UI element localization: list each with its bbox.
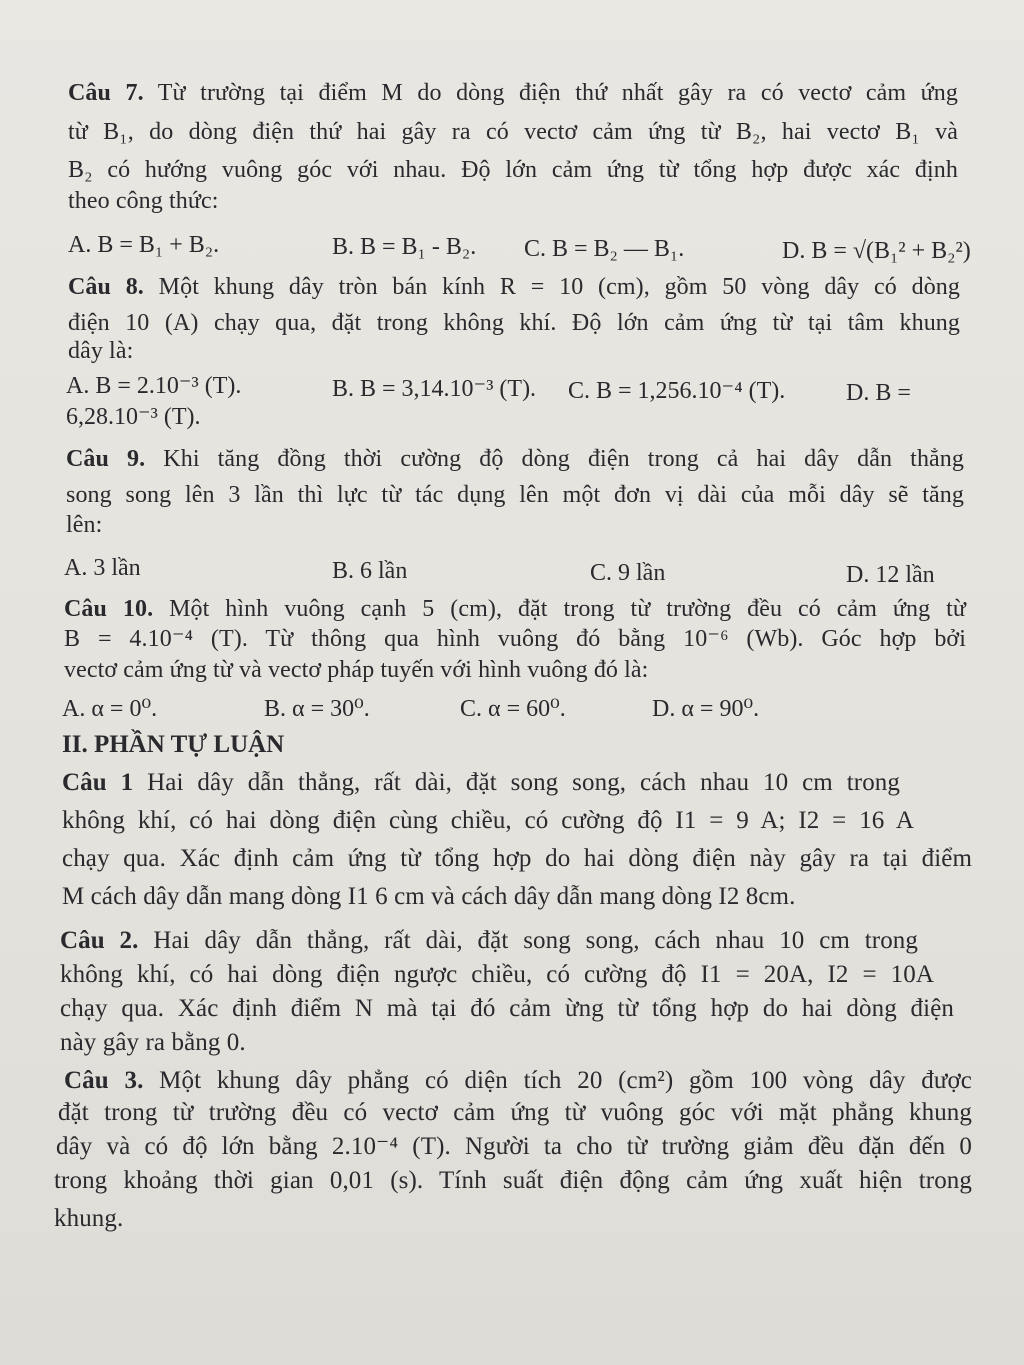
q8-option-b: B. B = 3,14.10⁻³ (T). xyxy=(332,376,537,402)
question-number: Câu 1 xyxy=(62,769,134,796)
question-number: Câu 3. xyxy=(64,1067,144,1094)
q8-line-3: dây là: xyxy=(68,338,134,364)
q9-line-2: song song lên 3 lần thì lực từ tác dụng lên một đơn vị dài của mỗi dây sẽ tăng xyxy=(66,482,964,508)
q9-option-d: D. 12 lần xyxy=(846,562,935,588)
e2-line-2: không khí, có hai dòng điện ngược chiều, có cường độ I1 = 20A, I2 = 10A xyxy=(60,961,934,988)
question-number: Câu 2. xyxy=(60,927,139,954)
q7-option-d: D. B = √(B₁² + B₂²) xyxy=(782,238,971,264)
e1-line-4: M cách dây dẫn mang dòng I1 6 cm và cách dây dẫn mang dòng I2 8cm. xyxy=(62,883,796,910)
q7-line-4: theo công thức: xyxy=(68,188,219,214)
q9-option-a: A. 3 lần xyxy=(64,555,141,581)
question-number: Câu 10. xyxy=(64,596,154,622)
e1-line-1: Câu 1 Hai dây dẫn thẳng, rất dài, đặt song song, cách nhau 10 cm trong xyxy=(62,769,900,796)
q8-line-1: Câu 8. Một khung dây tròn bán kính R = 10 (cm), gồm 50 vòng dây có dòng xyxy=(68,274,960,300)
e1-line-3: chạy qua. Xác định cảm ứng từ tổng hợp do hai dòng điện này gây ra tại điểm xyxy=(62,845,972,872)
q10-option-a: A. α = 0⁰. xyxy=(62,696,158,722)
e3-line-1: Câu 3. Một khung dây phẳng có diện tích 20 (cm²) gồm 100 vòng dây được xyxy=(64,1067,972,1094)
q7-option-b: B. B = B₁ - B₂. xyxy=(332,234,477,260)
e3-line-3: dây và có độ lớn bằng 2.10⁻⁴ (T). Người ta cho từ trường giảm đều đặn đến 0 xyxy=(56,1133,972,1160)
q10-option-b: B. α = 30⁰. xyxy=(264,696,370,722)
q8-option-c: C. B = 1,256.10⁻⁴ (T). xyxy=(568,378,786,404)
q10-line-2: B = 4.10⁻⁴ (T). Từ thông qua hình vuông đó bằng 10⁻⁶ (Wb). Góc hợp bởi xyxy=(64,626,966,652)
q9-option-c: C. 9 lần xyxy=(590,560,666,586)
e2-line-3: chạy qua. Xác định điểm N mà tại đó cảm ừng từ tổng hợp do hai dòng điện xyxy=(60,995,954,1022)
section-heading: II. PHẦN TỰ LUẬN xyxy=(62,731,285,758)
q9-line-1: Câu 9. Khi tăng đồng thời cường độ dòng điện trong cả hai dây dẫn thẳng xyxy=(66,446,964,472)
q7-line-2: từ B₁, do dòng điện thứ hai gây ra có vectơ cảm ứng từ B₂, hai vectơ B₁ và xyxy=(68,119,958,145)
q10-line-1: Câu 10. Một hình vuông cạnh 5 (cm), đặt trong từ trường đều có cảm ứng từ xyxy=(64,596,966,622)
question-number: Câu 9. xyxy=(66,446,146,472)
q7-line-1: Câu 7. Từ trường tại điểm M do dòng điện thứ nhất gây ra có vectơ cảm ứng xyxy=(68,80,958,106)
q7-option-c: C. B = B₂ — B₁. xyxy=(524,236,685,262)
q8-option-d: D. B = xyxy=(846,380,911,406)
q8-option-a: A. B = 2.10⁻³ (T). xyxy=(66,373,242,399)
e2-line-1: Câu 2. Hai dây dẫn thẳng, rất dài, đặt song song, cách nhau 10 cm trong xyxy=(60,927,919,954)
e2-line-4: này gây ra bằng 0. xyxy=(60,1029,246,1056)
q10-option-c: C. α = 60⁰. xyxy=(460,696,566,722)
q10-option-d: D. α = 90⁰. xyxy=(652,696,760,722)
e3-line-5: khung. xyxy=(54,1205,124,1232)
q9-line-3: lên: xyxy=(66,512,103,538)
q8-option-d-value: 6,28.10⁻³ (T). xyxy=(66,404,201,430)
q10-line-3: vectơ cảm ứng từ và vectơ pháp tuyến với hình vuông đó là: xyxy=(64,657,649,683)
q7-option-a: A. B = B₁ + B₂. xyxy=(68,232,220,258)
e3-line-4: trong khoảng thời gian 0,01 (s). Tính suất điện động cảm ứng xuất hiện trong xyxy=(54,1167,972,1194)
q7-line-3: B₂ có hướng vuông góc với nhau. Độ lớn cảm ứng từ tổng hợp được xác định xyxy=(68,157,958,183)
q8-line-2: điện 10 (A) chạy qua, đặt trong không khí. Độ lớn cảm ứng từ tại tâm khung xyxy=(68,310,960,336)
e1-line-2: không khí, có hai dòng điện cùng chiều, có cường độ I1 = 9 A; I2 = 16 A xyxy=(62,807,914,834)
question-number: Câu 8. xyxy=(68,274,144,300)
e3-line-2: đặt trong từ trường đều có vectơ cảm ứng từ vuông góc với mặt phẳng khung xyxy=(58,1099,972,1126)
question-number: Câu 7. xyxy=(68,80,144,106)
q9-option-b: B. 6 lần xyxy=(332,558,408,584)
